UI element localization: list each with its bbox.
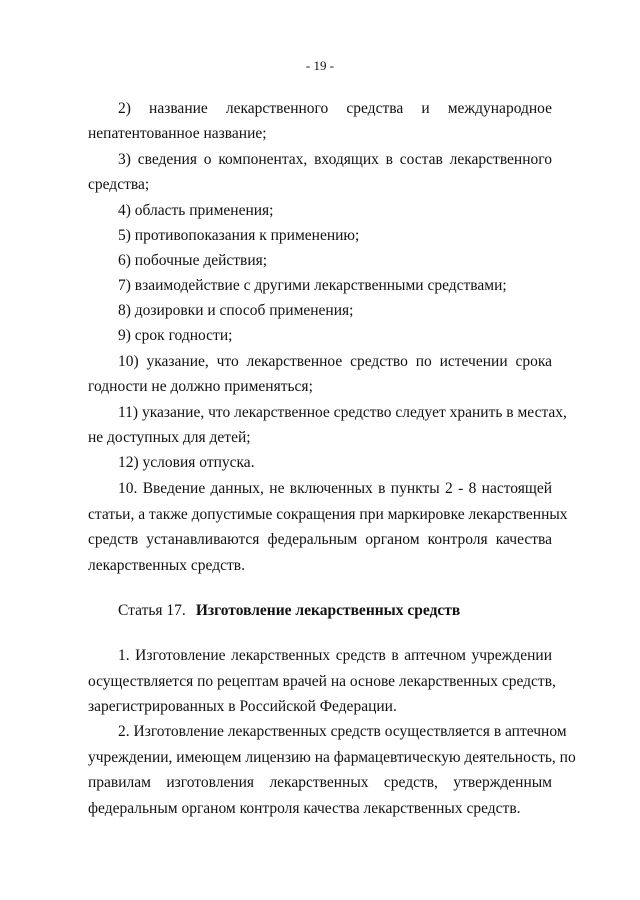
- article-point-2-line-4: федеральным органом контроля качества лекарственных средств.: [88, 800, 521, 817]
- point-10-line-3: средств устанавливаются федеральным органом контроля качества: [88, 531, 552, 548]
- point-10-line-1: 10. Введение данных, не включенных в пункты 2 - 8 настоящей: [118, 480, 552, 497]
- article-point-2-line-2: учреждении, имеющем лицензию на фармацевтическую деятельность, по: [88, 749, 576, 766]
- list-item-5: 5) противопоказания к применению;: [118, 227, 360, 244]
- article-title: Изготовление лекарственных средств: [195, 602, 461, 619]
- list-item-2-line-2: непатентованное название;: [88, 125, 267, 142]
- article-point-2-line-3: правилам изготовления лекарственных средств, утвержденным: [88, 774, 552, 791]
- list-item-9: 9) срок годности;: [118, 327, 233, 344]
- list-item-2-line-1: 2) название лекарственного средства и международное: [118, 100, 552, 117]
- page-number: - 19 -: [305, 58, 335, 73]
- list-item-6: 6) побочные действия;: [118, 252, 268, 269]
- list-item-12: 12) условия отпуска.: [118, 454, 255, 471]
- list-item-3-line-2: средства;: [88, 176, 150, 193]
- point-10-line-4: лекарственных средств.: [88, 557, 245, 574]
- article-point-1-line-3: зарегистрированных в Российской Федерации.: [88, 698, 397, 715]
- list-item-3-line-1: 3) сведения о компонентах, входящих в состав лекарственного: [118, 151, 552, 168]
- list-item-10-line-1: 10) указание, что лекарственное средство по истечении срока: [118, 353, 552, 370]
- list-item-4: 4) область применения;: [118, 202, 274, 219]
- list-item-8: 8) дозировки и способ применения;: [118, 302, 354, 319]
- list-item-11-line-2: не доступных для детей;: [88, 429, 251, 446]
- point-10-line-2: статьи, а также допустимые сокращения при маркировке лекарственных: [88, 506, 568, 523]
- article-heading: [118, 601, 460, 620]
- article-point-1-line-1: 1. Изготовление лекарственных средств в аптечном учреждении: [118, 647, 552, 664]
- article-point-1-line-2: осуществляется по рецептам врачей на основе лекарственных средств,: [88, 673, 556, 690]
- article-label: Статья 17.: [118, 602, 186, 619]
- list-item-10-line-2: годности не должно применяться;: [88, 378, 313, 395]
- article-point-2-line-1: 2. Изготовление лекарственных средств осуществляется в аптечном: [118, 723, 567, 740]
- list-item-11-line-1: 11) указание, что лекарственное средство следует хранить в местах,: [118, 404, 567, 421]
- list-item-7: 7) взаимодействие с другими лекарственными средствами;: [118, 277, 507, 294]
